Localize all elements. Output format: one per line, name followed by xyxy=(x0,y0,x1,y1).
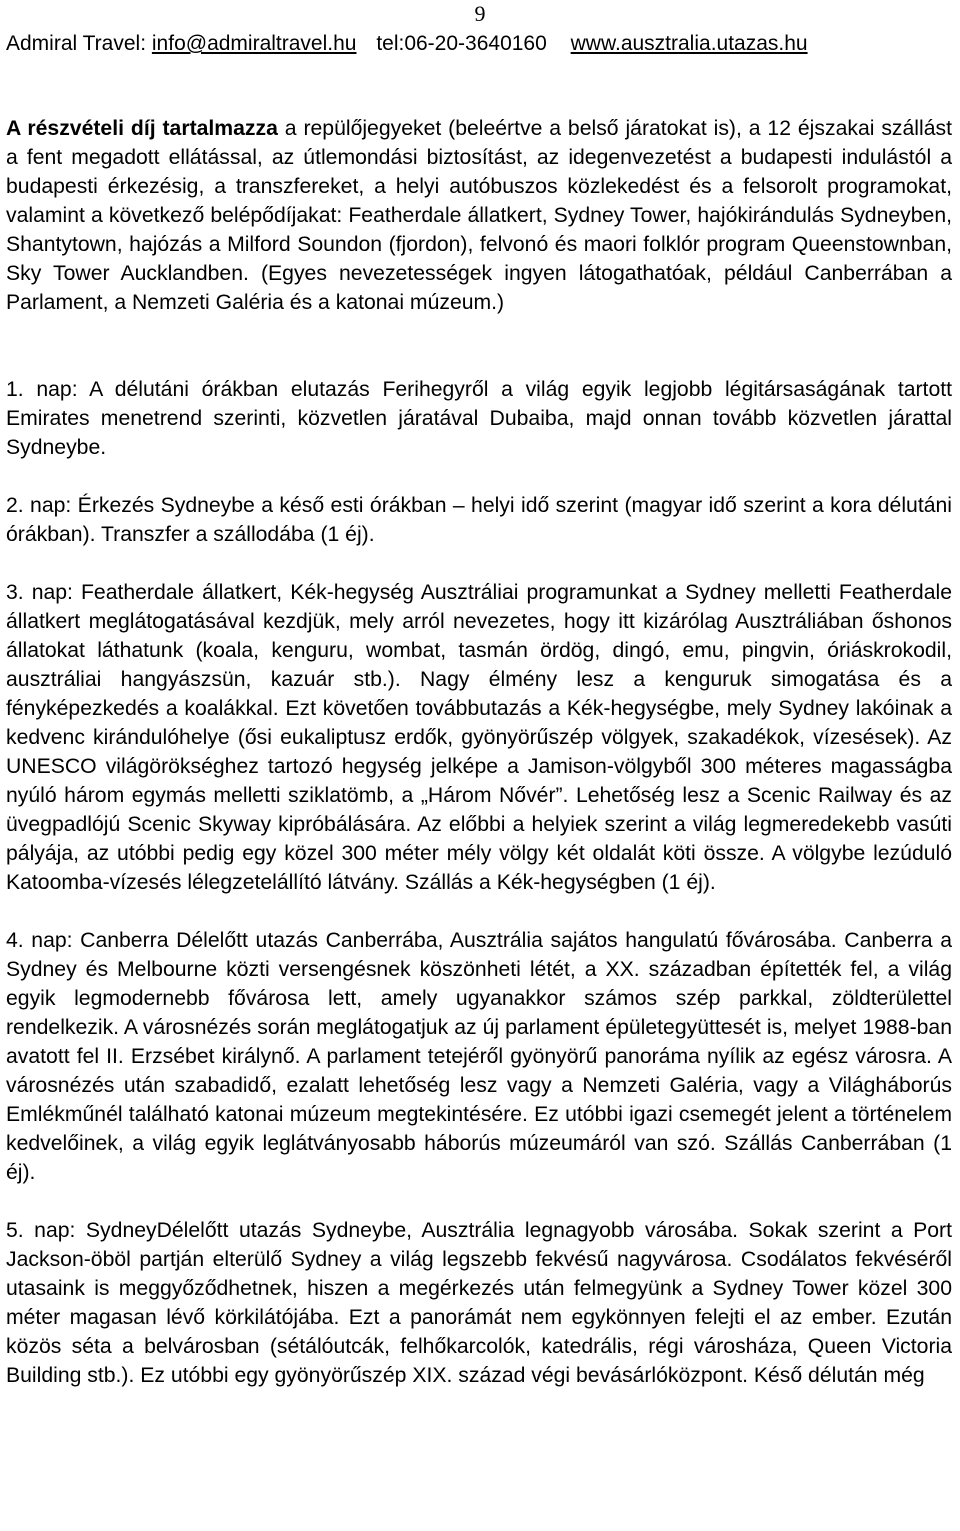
price-includes-text: a repülőjegyeket (beleértve a belső járatokat is), a 12 éjszakai szállást a fent megadott ellátással, az útlemondási biztosítást, az idegenvezetést a budapesti indulástól a budapesti érkezésig, a transzfereket, a helyi autóbuszos közlekedést és a felsorolt programokat, valamint a következő belépődíjakat: Featherdale állatkert, Sydney Tower, hajókirándulás Sydneyben, Shantytown, hajózás a Milford Soundon (fjordon), felvonó és maori folklór program Queenstownban, Sky Tower Aucklandben. (Egyes nevezetességek ingyen látogathatóak, például Canberrában a Parlament, a Nemzeti Galéria és a katonai múzeum.) xyxy=(6,117,952,314)
price-includes-paragraph xyxy=(6,114,952,317)
day-1-paragraph: 1. nap: A délutáni órákban elutazás Ferihegyről a világ egyik legjobb légitársaságának tartott Emirates menetrend szerinti, közvetlen járatával Dubaiba, majd onnan tovább közvetlen járattal Sydneybe. xyxy=(6,378,952,459)
phone-number: tel:06-20-3640160 xyxy=(376,32,547,55)
website-link[interactable]: www.ausztralia.utazas.hu xyxy=(570,32,808,55)
day-4-paragraph: 4. nap: Canberra Délelőtt utazás Canberrába, Ausztrália sajátos hangulatú fővárosába. Canberra a Sydney és Melbourne közti versengésnek köszönheti létét, a XX. században építették fel, a világ egyik legmodernebb fővárosa lett, amely ugyanakkor számos szép parkkal, zöldterülettel rendelkezik. A városnézés során meglátogatjuk az új parlament épületegyüttesét is, melyet 1988-ban avatott fel II. Erzsébet királynő. A parlament tetejéről gyönyörű panoráma nyílik az egész városra. A városnézés után szabadidő, ezalatt lehetőség lesz vagy a Nemzeti Galéria, vagy a Világháborús Emlékműnél található katonai múzeum megtekintésére. Ez utóbbi igazi csemegét jelent a történelem kedvelőinek, a világ egyik leglátványosabb háborús múzeumáról van szó. Szállás Canberrában (1 éj). xyxy=(6,929,952,1184)
day-5-paragraph: 5. nap: SydneyDélelőtt utazás Sydneybe, Ausztrália legnagyobb városába. Sokak szerint a Port Jackson-öböl partján elterülő Sydney a világ legszebb fekvésű nagyvárosa. Csodálatos fekvéséről utasaink is meggyőződhetnek, hiszen a megérkezés után felmegyünk a Sydney Tower közel 300 méter magasan lévő körkilátójába. Ezt a panorámát nem egykönnyen felejti el az ember. Ezután közös séta a belvárosban (sétálóutcák, felhőkarcolók, katedrális, régi városháza, Queen Victoria Building stb.). Ez utóbbi egy gyönyörűszép XIX. század végi bevásárlóközpont. Késő délután még xyxy=(6,1219,952,1387)
email-link[interactable]: info@admiraltravel.hu xyxy=(151,32,357,55)
price-includes-heading: A részvételi díj tartalmazza xyxy=(6,117,278,140)
company-name: Admiral Travel: xyxy=(6,32,147,55)
page-number: 9 xyxy=(474,1,486,26)
page-header xyxy=(6,30,960,58)
day-3-paragraph: 3. nap: Featherdale állatkert, Kék-hegység Ausztráliai programunkat a Sydney melletti Featherdale állatkert meglátogatásával kezdjük, mely arról nevezetes, hogy itt kizárólag Ausztráliában őshonos állatokat láthatunk (koala, kenguru, wombat, tasmán ördög, dingó, emu, pingvin, óriáskrokodil, ausztráliai hangyászsün, kazuár stb.). Nagy élmény lesz a kenguruk simogatása és a fényképezkedés a koalákkal. Ezt követően továbbutazás a Kék-hegységbe, mely Sydney lakóinak a kedvenc kirándulóhelye (ősi eukaliptusz erdők, gyönyörűszép völgyek, szakadékok, vízesések). Az UNESCO világörökséghez tartozó hegység jelképe a Jamison-völgyből 300 méteres magasságba nyúló három egymás melletti sziklatömb, a „Három Nővér”. Lehetőség lesz a Scenic Railway és az üvegpadlójú Scenic Skyway kipróbálására. Az előbbi a helyiek szerint a világ legmeredekebb vasúti pályája, az utóbbi pedig egy közel 300 méter mély völgy két oldalát köti össze. A völgybe lezúduló Katoomba-vízesés lélegzetelállító látvány. Szállás a Kék-hegységben (1 éj). xyxy=(6,581,952,894)
document-body xyxy=(6,114,952,1419)
day-2-paragraph: 2. nap: Érkezés Sydneybe a késő esti órákban – helyi idő szerint (magyar idő szerint a kora délutáni órákban). Transzfer a szállodába (1 éj). xyxy=(6,494,952,546)
